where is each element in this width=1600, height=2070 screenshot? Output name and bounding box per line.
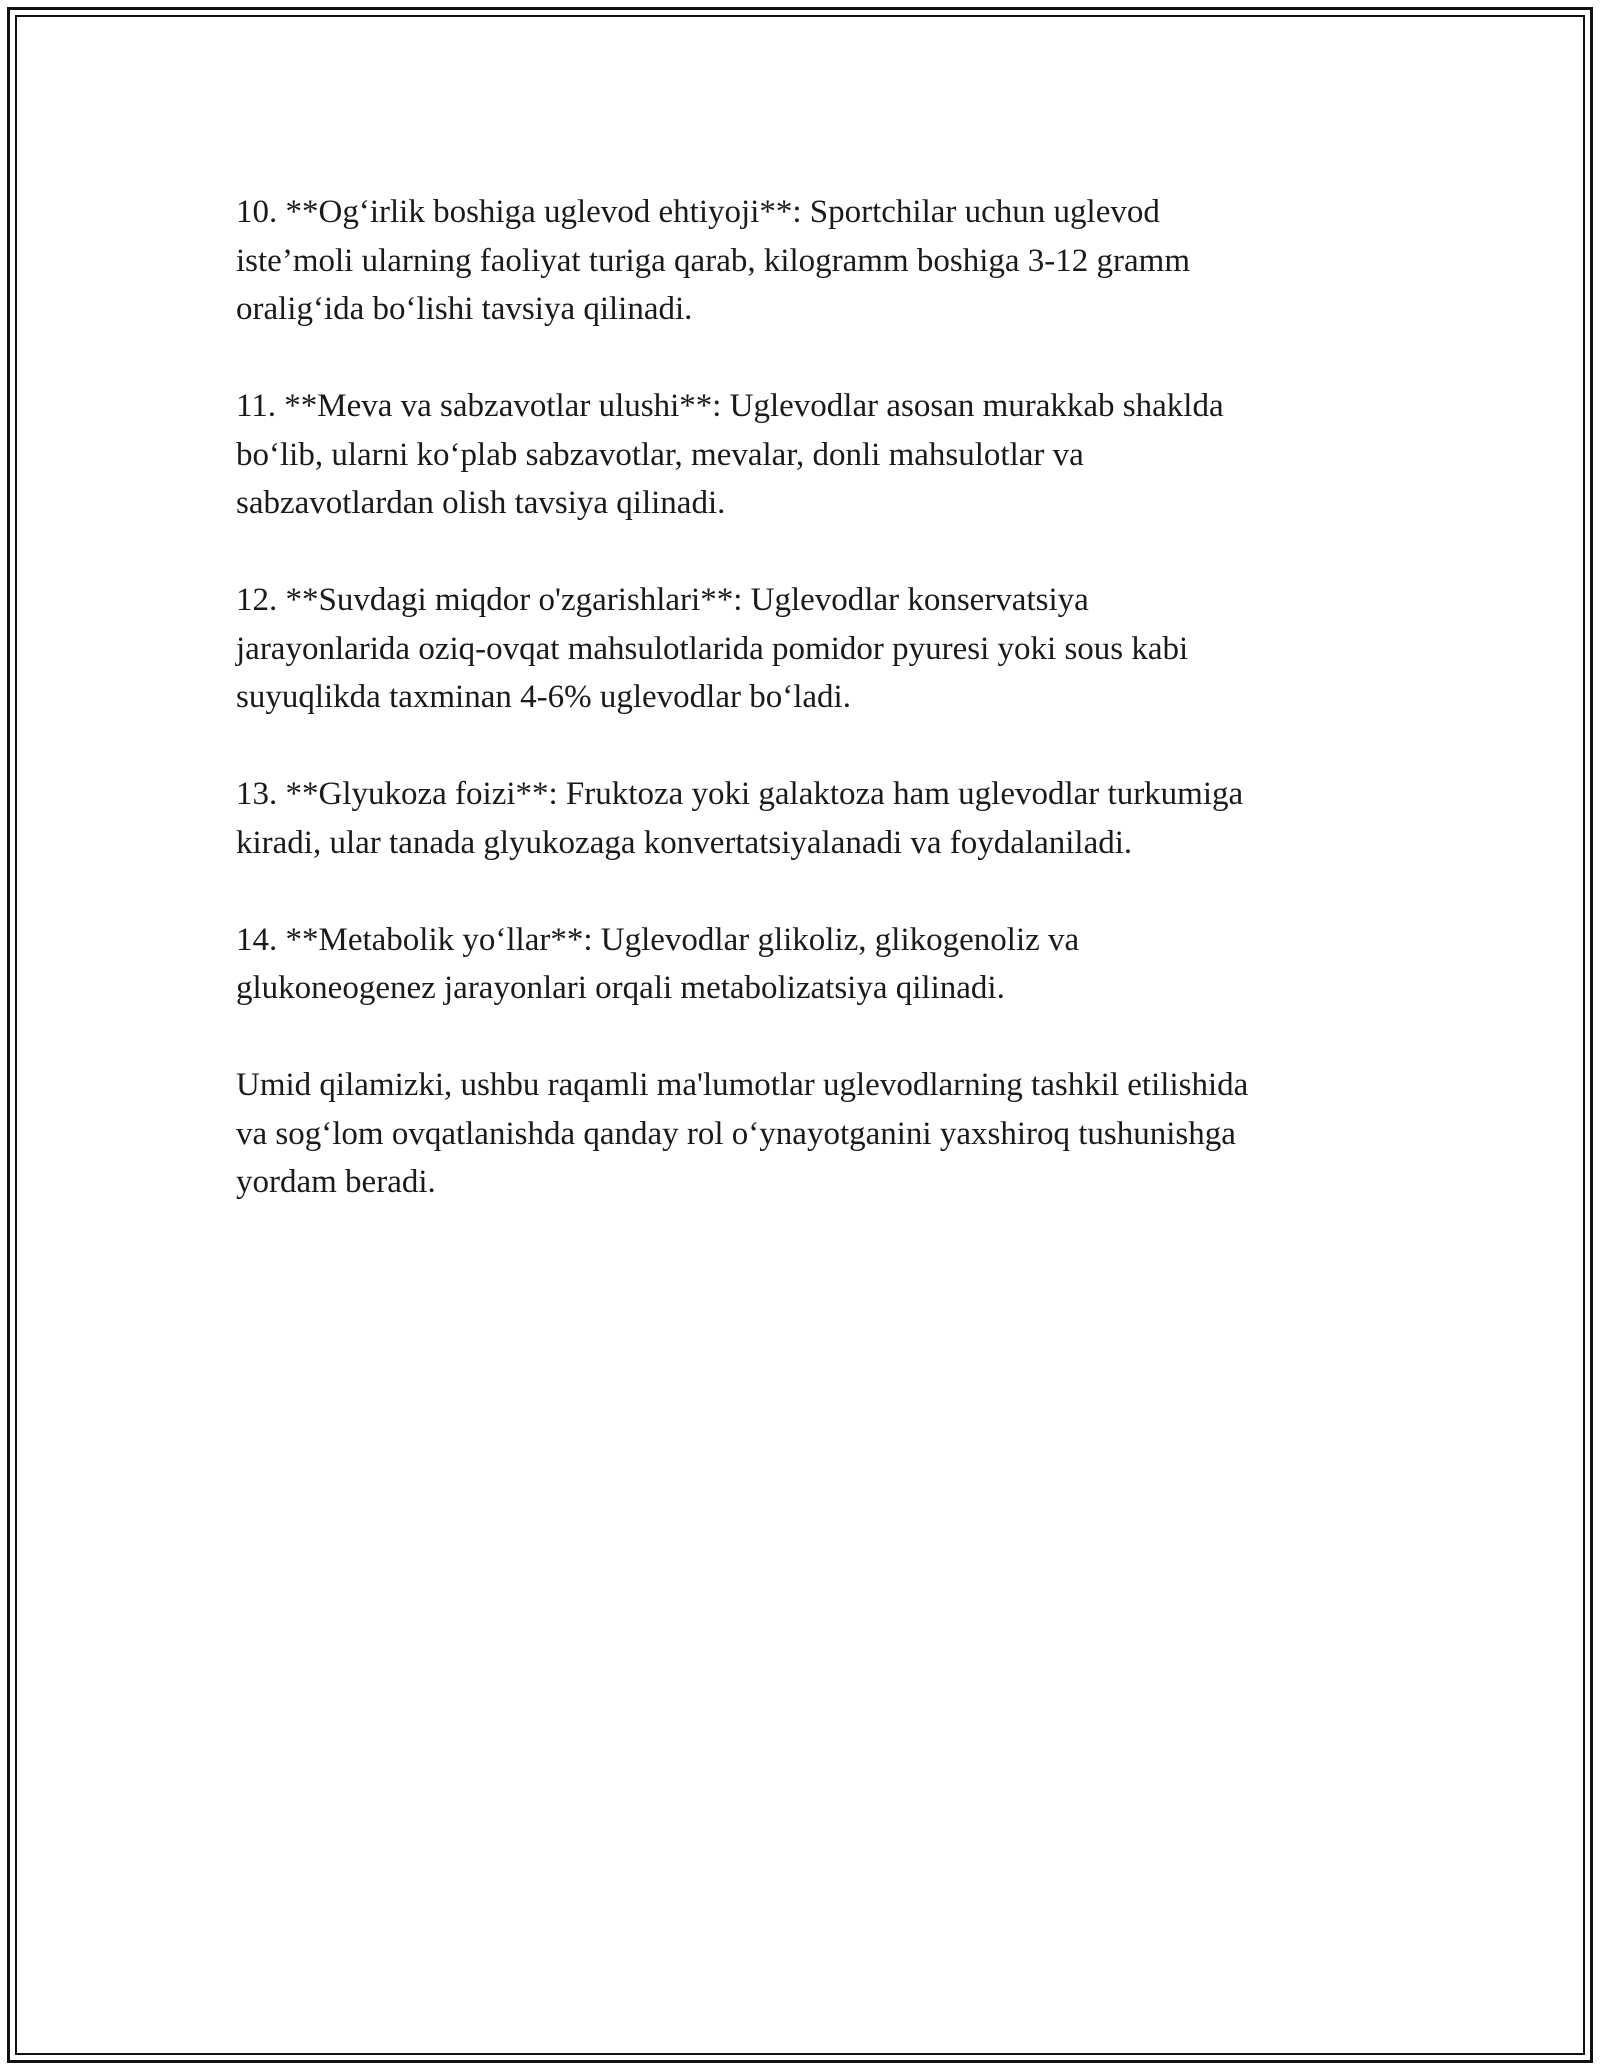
paragraph-item-12: 12. **Suvdagi miqdor o'zgarishlari**: Uglevodlar konservatsiya jarayonlarida oziq-ovqat mahsulotlarida pomidor pyuresi yoki sous kabi suyuqlikda taxminan 4-6% uglevodlar bo‘ladi. bbox=[236, 582, 1189, 715]
paragraph-item-11: 11. **Meva va sabzavotlar ulushi**: Uglevodlar asosan murakkab shaklda bo‘lib, ularni ko‘plab sabzavotlar, mevalar, donli mahsulotlar va sabzavotlardan olish tavsiya qilinadi. bbox=[236, 388, 1224, 521]
paragraph-item-14: 14. **Metabolik yo‘llar**: Uglevodlar glikoliz, glikogenoliz va glukoneogenez jarayonlari orqali metabolizatsiya qilinadi. bbox=[236, 921, 1080, 1006]
closing-paragraph: Umid qilamizki, ushbu raqamli ma'lumotlar uglevodlarning tashkil etilishida va sog‘lom ovqatlanishda qanday rol o‘ynayotganini yaxshiroq tushunishga yordam beradi. bbox=[236, 1067, 1249, 1200]
document-body bbox=[236, 188, 1376, 1255]
paragraph-item-13: 13. **Glyukoza foizi**: Fruktoza yoki galaktoza ham uglevodlar turkumiga kiradi, ular tanada glyukozaga konvertatsiyalanadi va foydalaniladi. bbox=[236, 776, 1244, 861]
paragraph-item-10: 10. **Og‘irlik boshiga uglevod ehtiyoji**: Sportchilar uchun uglevod iste’moli ularning faoliyat turiga qarab, kilogramm boshiga 3-12 gramm oralig‘ida bo‘lishi tavsiya qilinadi. bbox=[236, 194, 1191, 327]
